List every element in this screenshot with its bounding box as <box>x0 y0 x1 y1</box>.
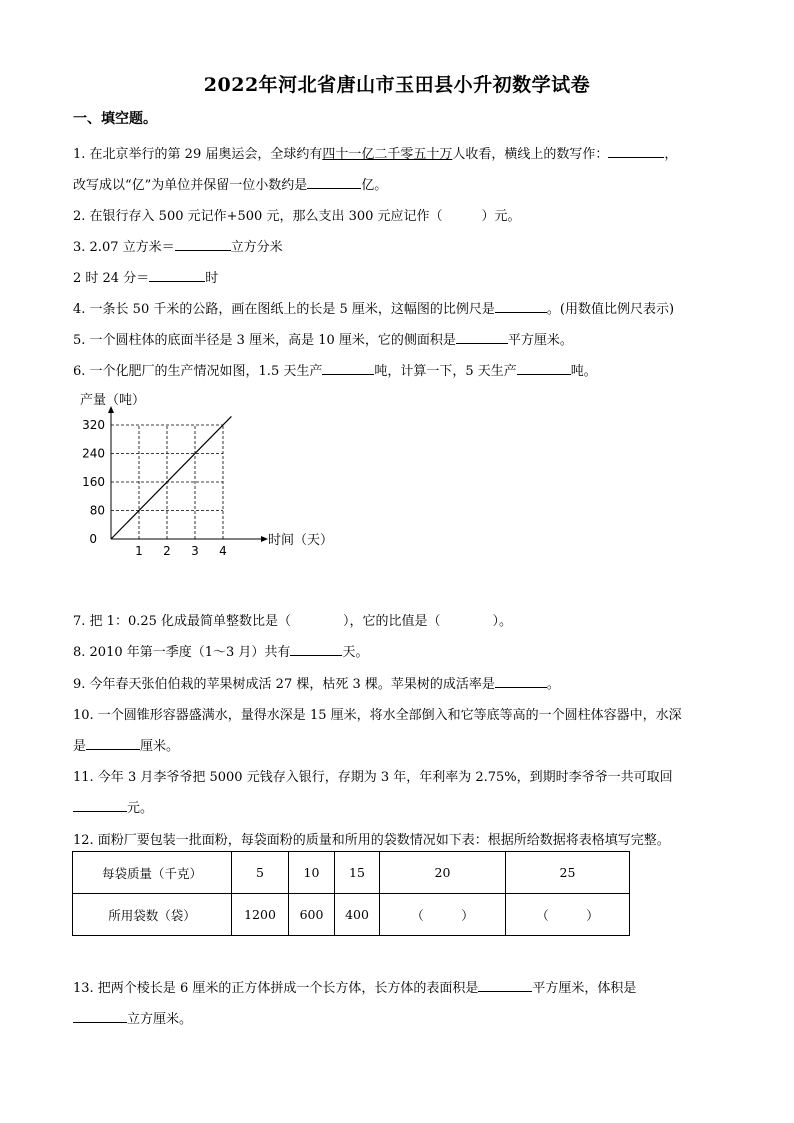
question-3-text: 3. 2.07 立方米＝ <box>73 240 175 255</box>
table-cell: 5 <box>232 852 289 894</box>
section-heading-fill-in: 一、填空题。 <box>73 111 157 127</box>
x-tick-label: 1 <box>135 544 143 558</box>
question-6-text: 6. 一个化肥厂的生产情况如图，1.5 天生产 <box>73 364 323 379</box>
answer-blank[interactable] <box>73 798 127 812</box>
question-8 <box>73 641 368 660</box>
question-12: 12. 面粉厂要包装一批面粉，每袋面粉的质量和所用的袋数情况如下表：根据所给数据将表格填写完整。 <box>73 833 670 848</box>
question-3-text-b: 2 时 24 分＝ <box>73 271 150 286</box>
question-1-text-c: ， <box>664 147 678 162</box>
x-tick-label: 3 <box>191 544 199 558</box>
table-cell: 15 <box>335 852 380 894</box>
question-7: 7. 把 1：0.25 化成最简单整数比是（ ），它的比值是（ ）。 <box>73 614 513 629</box>
page-title: 2022年河北省唐山市玉田县小升初数学试卷 <box>203 74 591 96</box>
answer-blank[interactable] <box>290 642 342 656</box>
question-13-text: 13. 把两个棱长是 6 厘米的正方体拼成一个长方体，长方体的表面积是 <box>73 981 479 996</box>
y-tick-label: 320 <box>82 418 105 432</box>
question-10-text-b: 是 <box>73 739 87 754</box>
answer-blank[interactable] <box>322 361 374 375</box>
question-8-text: 8. 2010 年第一季度（1～3 月）共有 <box>73 645 291 660</box>
y-tick-label: 80 <box>89 503 105 518</box>
answer-blank[interactable] <box>517 361 571 375</box>
question-1-unit: 亿。 <box>361 178 388 193</box>
question-1-text-line2: 改写成以“亿”为单位并保留一位小数约是 <box>73 178 308 193</box>
table-cell: 1200 <box>232 894 289 936</box>
table-cell: 25 <box>506 852 630 894</box>
answer-blank[interactable] <box>175 237 231 251</box>
x-tick-label: 4 <box>219 544 227 558</box>
question-3-line-1 <box>73 236 283 255</box>
question-13-unit: 立方厘米。 <box>127 1012 193 1027</box>
question-3-line-2 <box>73 267 218 286</box>
question-2: 2. 在银行存入 500 元记作+500 元，那么支出 300 元应记作（ ）元。 <box>73 209 521 224</box>
question-3-unit-b: 时 <box>205 271 219 286</box>
question-6-text-b: 吨，计算一下，5 天生产 <box>374 364 517 379</box>
question-10-line-1: 10. 一个圆锥形容器盛满水，量得水深是 15 厘米，将水全部倒入和它等底等高的一个圆柱体容器中，水深 <box>73 708 682 723</box>
question-8-unit: 天。 <box>342 645 369 660</box>
question-10-line-2 <box>73 735 179 754</box>
answer-blank[interactable] <box>478 978 532 992</box>
question-9-text: 9. 今年春天张伯伯栽的苹果树成活 27 棵，枯死 3 棵。苹果树的成活率是 <box>73 677 495 692</box>
table-answer-cell[interactable]: （ ） <box>506 894 630 936</box>
table-cell: 600 <box>289 894 335 936</box>
table-cell: 20 <box>380 852 506 894</box>
question-11-unit: 元。 <box>127 801 154 816</box>
answer-blank[interactable] <box>149 268 205 282</box>
question-13-line-1 <box>73 977 636 996</box>
table-header-cell: 所用袋数（袋） <box>73 894 232 936</box>
table-answer-cell[interactable]: （ ） <box>380 894 506 936</box>
question-1-line-1 <box>73 143 677 162</box>
flour-bag-table <box>72 851 630 936</box>
question-1-text-b: 人收看，横线上的数写作： <box>452 147 609 162</box>
y-tick-label: 160 <box>82 475 105 489</box>
table-row <box>73 894 630 936</box>
question-1-text: 1. 在北京举行的第 29 届奥运会，全球约有 <box>73 147 323 162</box>
question-6-unit: 吨。 <box>570 364 597 379</box>
question-6 <box>73 360 597 379</box>
table-row <box>73 852 630 894</box>
answer-blank[interactable] <box>73 1009 127 1023</box>
question-5-text: 5. 一个圆柱体的底面半径是 3 厘米，高是 10 厘米，它的侧面积是 <box>73 333 456 348</box>
question-11-line-1: 11. 今年 3 月李爷爷把 5000 元钱存入银行，存期为 3 年，年利率为 2.75%，到期时李爷爷一共可取回 <box>73 770 673 785</box>
question-4-text-b: 。(用数值比例尺表示) <box>546 302 675 317</box>
x-axis-arrow <box>261 536 268 542</box>
question-1-underlined-number: 四十一亿二千零五十万 <box>322 147 453 162</box>
question-5-unit: 平方厘米。 <box>507 333 573 348</box>
y-axis-label: 产量（吨） <box>80 393 146 408</box>
production-line-chart <box>72 388 342 558</box>
question-9-end: 。 <box>546 677 560 692</box>
question-11-line-2 <box>73 797 153 816</box>
table-cell: 10 <box>289 852 335 894</box>
x-tick-label: 2 <box>163 544 171 558</box>
question-5 <box>73 329 573 348</box>
series-line <box>111 416 231 539</box>
table-cell: 400 <box>335 894 380 936</box>
question-13-line-2 <box>73 1008 192 1027</box>
question-13-text-b: 平方厘米，体积是 <box>532 981 637 996</box>
answer-blank[interactable] <box>456 330 508 344</box>
answer-blank[interactable] <box>307 175 361 189</box>
question-10-unit: 厘米。 <box>140 739 180 754</box>
origin-label: 0 <box>89 532 97 546</box>
question-4 <box>73 298 674 317</box>
question-1-line-2 <box>73 174 387 193</box>
question-3-unit: 立方分米 <box>230 240 283 255</box>
x-axis-label: 时间（天） <box>268 533 334 548</box>
answer-blank[interactable] <box>495 674 547 688</box>
question-9 <box>73 673 560 692</box>
y-tick-label: 240 <box>82 446 105 461</box>
question-4-text: 4. 一条长 50 千米的公路，画在图纸上的长是 5 厘米，这幅图的比例尺是 <box>73 302 495 317</box>
answer-blank[interactable] <box>608 144 664 158</box>
answer-blank[interactable] <box>86 736 140 750</box>
table-header-cell: 每袋质量（千克） <box>73 852 232 894</box>
answer-blank[interactable] <box>495 299 547 313</box>
